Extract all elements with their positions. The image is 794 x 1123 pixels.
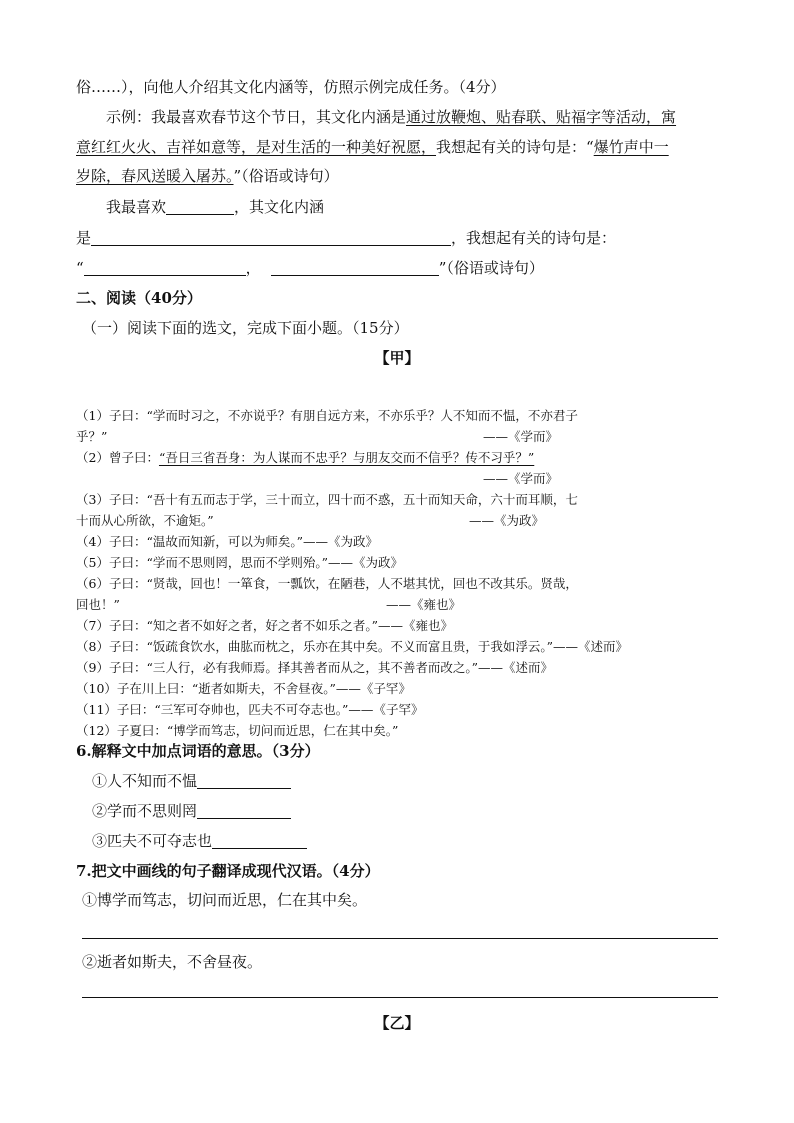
- task-text-c: 是: [76, 229, 92, 247]
- example-underlined-a: 通过放鞭炮、贴春联、贴福字等活动，寓: [406, 108, 677, 126]
- section-title: 二、阅读（40分）: [76, 289, 202, 307]
- task-text-d: ，我想起有关的诗句是：: [451, 229, 617, 247]
- task-text-b: ，其文化内涵: [234, 198, 325, 216]
- example-text-g: ”（俗语或诗句）: [233, 167, 339, 185]
- passage-1a: （1）子曰：“学而时习之，不亦说乎？有朋自远方来，不亦乐乎？人不知而不愠，不亦君子: [76, 408, 578, 423]
- q6-title: 6.解释文中加点词语的意思。（3分）: [76, 742, 320, 760]
- festival-blank[interactable]: [166, 198, 234, 215]
- q7-answer-line-2[interactable]: [82, 997, 718, 998]
- task-line-3: [76, 258, 544, 278]
- task-text-f: ，: [245, 259, 261, 277]
- q6-item-1-text: ①人不知而不愠: [92, 772, 198, 790]
- passage-6-source: ——《雍也》: [386, 597, 462, 612]
- q6-answer-3[interactable]: [212, 832, 307, 849]
- passage-6a: （6）子曰：“贤哉，回也！一箪食，一瓢饮，在陋巷，人不堪其忧，回也不改其乐。贤哉，: [76, 576, 578, 591]
- task-text-g: ”（俗语或诗句）: [438, 259, 544, 277]
- passage-2-speaker: （2）曾子曰：: [76, 450, 159, 465]
- passage-3b: 十而从心所欲，不逾矩。”: [76, 513, 214, 528]
- example-line-1: [106, 107, 676, 127]
- example-underlined-c: 爆竹声中一: [593, 138, 669, 156]
- q7-item-2: ②逝者如斯夫，不舍昼夜。: [82, 953, 263, 971]
- passage-2-source: ——《学而》: [483, 471, 559, 486]
- passage-4: （4）子曰：“温故而知新，可以为师矣。”——《为政》: [76, 534, 378, 549]
- passage-2-underlined: “吾日三省吾身：为人谋而不忠乎？与朋友交而不信乎？传不习乎？”: [158, 450, 535, 465]
- task-line-1: [106, 197, 324, 217]
- q7-title: 7.把文中画线的句子翻译成现代汉语。（4分）: [76, 862, 380, 880]
- passage-3a: （3）子曰：“吾十有五而志于学，三十而立，四十而不惑，五十而知天命，六十而耳顺，七: [76, 492, 578, 507]
- passage-12: （12）子夏曰：“博学而笃志，切问而近思，仁在其中矣。”: [76, 723, 399, 738]
- example-text-a: 我最喜欢春节这个节日，其文化内涵是: [151, 108, 407, 126]
- q6-item-3-text: ③匹夫不可夺志也: [92, 832, 213, 850]
- meaning-blank[interactable]: [91, 229, 451, 246]
- passage-6b: 回也！”: [76, 597, 120, 612]
- passage-8: （8）子曰：“饭疏食饮水，曲肱而枕之，乐亦在其中矣。不义而富且贵，于我如浮云。”——《述而》: [76, 639, 628, 654]
- q6-answer-1[interactable]: [197, 772, 291, 789]
- q6-item-2-text: ②学而不思则罔: [92, 802, 198, 820]
- passage-5: （5）子曰：“学而不思则罔，思而不学则殆。”——《为政》: [76, 555, 403, 570]
- task-text-e: “: [76, 259, 84, 277]
- passage-7: （7）子曰：“知之者不如好之者，好之者不如乐之者。”——《雍也》: [76, 618, 453, 633]
- q6-item-3: [92, 831, 307, 851]
- example-underlined-d: 岁除，春风送暖入屠苏。: [76, 167, 234, 185]
- task-line-2: [76, 228, 616, 248]
- example-label: 示例：: [106, 108, 152, 126]
- example-text-d: 我想起有关的诗句是：“: [436, 138, 594, 156]
- q6-answer-2[interactable]: [197, 802, 291, 819]
- intro-line-1: 俗……），向他人介绍其文化内涵等，仿照示例完成任务。（4分）: [76, 78, 506, 96]
- passage-10: （10）子在川上曰：“逝者如斯夫，不舍昼夜。”——《子罕》: [76, 681, 411, 696]
- passage-1-source: ——《学而》: [483, 429, 559, 444]
- example-line-3: [76, 166, 339, 186]
- q6-item-2: [92, 801, 291, 821]
- example-underlined-b: 意红红火火、吉祥如意等，是对生活的一种美好祝愿，: [76, 138, 437, 156]
- q7-item-1: ①博学而笃志，切问而近思，仁在其中矣。: [82, 891, 368, 909]
- poem-blank-2[interactable]: [271, 259, 439, 276]
- passage-2: [76, 449, 534, 467]
- passage-jia-heading: 【甲】: [374, 349, 420, 367]
- poem-blank-1[interactable]: [84, 259, 246, 276]
- subsection-title: （一）阅读下面的选文，完成下面小题。（15分）: [82, 319, 409, 337]
- task-text-a: 我最喜欢: [106, 198, 167, 216]
- passage-3-source: ——《为政》: [469, 513, 545, 528]
- passage-9: （9）子曰：“三人行，必有我师焉。择其善者而从之，其不善者而改之。”——《述而》: [76, 660, 553, 675]
- example-line-2: [76, 137, 669, 157]
- passage-11: （11）子曰：“三军可夺帅也，匹夫不可夺志也。”——《子罕》: [76, 702, 424, 717]
- passage-yi-heading: 【乙】: [374, 1014, 420, 1032]
- passage-1b: 乎？”: [76, 429, 108, 444]
- q7-answer-line-1[interactable]: [82, 938, 718, 939]
- q6-item-1: [92, 771, 291, 791]
